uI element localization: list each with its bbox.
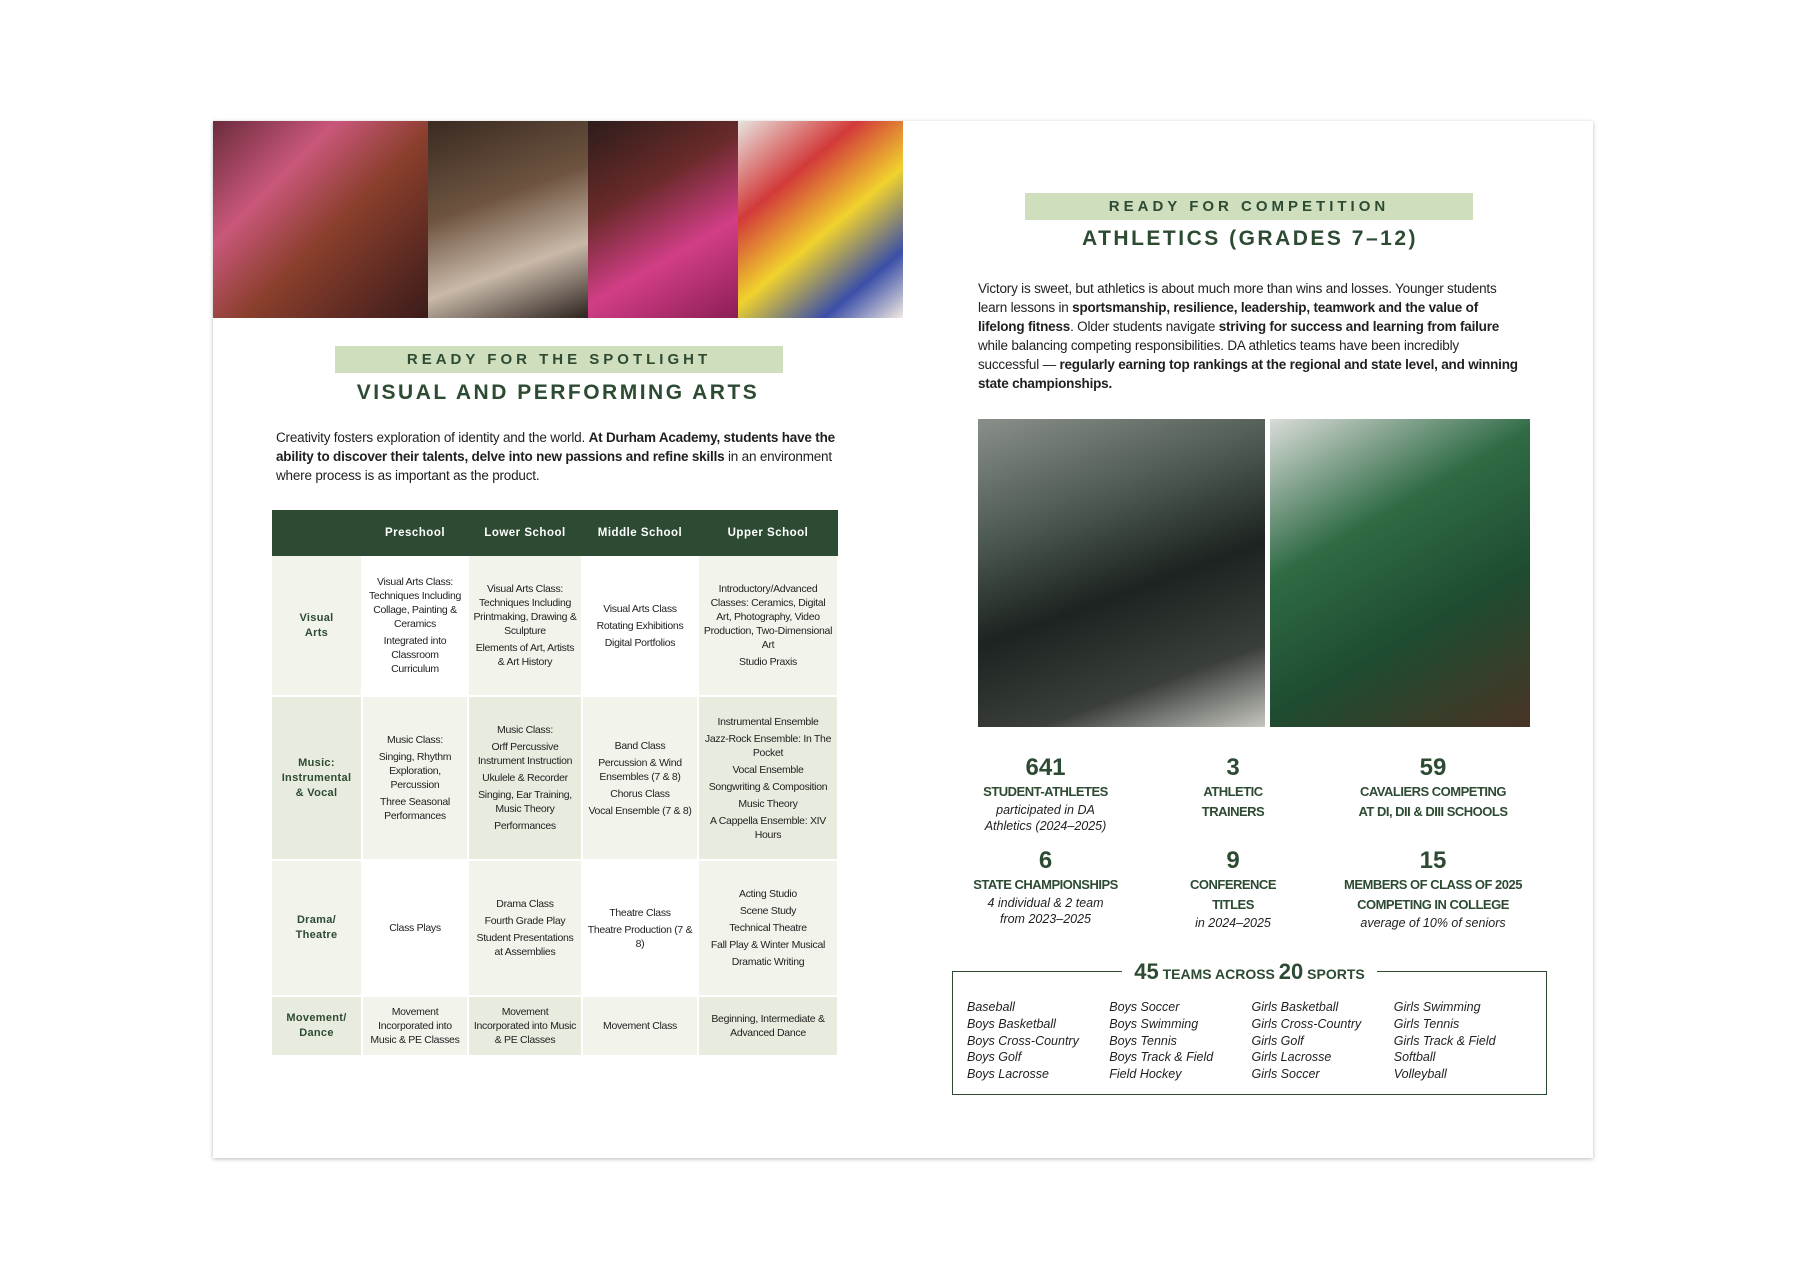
team-name: Boys Lacrosse [967, 1067, 1049, 1082]
team-name: Boys Cross-Country [967, 1033, 1079, 1048]
row-label-line: Visual [299, 611, 334, 624]
cell-line: Fourth Grade Play [484, 915, 566, 927]
row-label-line: Movement/ [286, 1012, 347, 1024]
cell-line: Movement Class [603, 1020, 677, 1032]
stat-label: TITLES [1212, 897, 1254, 912]
cell-line: Percussion & Wind Ensembles (7 & 8) [598, 756, 682, 783]
stat-subtext: participated in DA [996, 803, 1095, 817]
cell-line: Vocal Ensemble (7 & 8) [588, 804, 692, 817]
stat-number: 59 [1419, 754, 1447, 781]
row-label [272, 556, 362, 696]
athletics-heading: ATHLETICS (GRADES 7–12) [1082, 227, 1418, 250]
table-header-cell: Upper School [698, 510, 838, 556]
spotlight-band: READY FOR THE SPOTLIGHT [335, 346, 783, 373]
cell-line: Movement Incorporated into Music & PE Classes [473, 1006, 577, 1046]
team-name: Girls Soccer [1251, 1067, 1320, 1082]
cell-line: Rotating Exhibitions [596, 619, 684, 632]
cell-line: Integrated into Classroom Curriculum [383, 635, 447, 675]
table-cell [362, 556, 468, 696]
teams-column [1394, 999, 1536, 1083]
stat-block [958, 754, 1133, 834]
cell-line: Technical Theatre [729, 922, 807, 934]
table-cell [362, 696, 468, 860]
stat-label: STUDENT-ATHLETES [983, 784, 1108, 799]
row-label [272, 860, 362, 996]
row-label-line: Music: [298, 756, 335, 769]
table-row [272, 996, 838, 1056]
brochure-spread [213, 121, 1593, 1158]
athletics-intro-text: while balancing competing responsibilities. DA athletics teams have been incredibly successful — [978, 338, 1459, 372]
row-label-line: Theatre [295, 929, 338, 941]
team-huddle-photo [1270, 419, 1530, 727]
table-header-cell: Preschool [362, 510, 468, 556]
arts-intro [276, 428, 836, 485]
cell-line: Studio Praxis [739, 656, 797, 668]
team-name: Boys Basketball [967, 1016, 1056, 1031]
cell-line: Theatre Production (7 & 8) [587, 923, 693, 950]
competition-band: READY FOR COMPETITION [1025, 193, 1473, 220]
cell-line: Vocal Ensemble [732, 763, 804, 776]
table-header-cell: Middle School [582, 510, 698, 556]
row-label [272, 696, 362, 860]
cell-line: Theatre Class [609, 906, 671, 919]
cell-line: Singing, Rhythm Exploration, Percussion [378, 751, 452, 791]
left-page [213, 121, 903, 1158]
team-name: Girls Lacrosse [1251, 1050, 1332, 1065]
stat-subtext: Athletics (2024–2025) [984, 819, 1107, 833]
stat-number: 15 [1419, 847, 1447, 874]
teams-list [967, 999, 1536, 1083]
row-label [272, 996, 362, 1056]
teams-column [1109, 999, 1251, 1083]
arts-intro-bold: At Durham Academy, students have the ability to discover their talents, delve into new passions and refine skills [276, 430, 835, 464]
table-cell [468, 860, 582, 996]
table-cell [468, 996, 582, 1056]
table-cell [698, 860, 838, 996]
sports-word: SPORTS [1307, 966, 1365, 982]
team-name: Field Hockey [1109, 1067, 1182, 1082]
team-name: Boys Soccer [1109, 1000, 1180, 1014]
team-name: Girls Golf [1251, 1033, 1304, 1048]
cell-line: Class Plays [389, 922, 441, 934]
cell-line: Digital Portfolios [604, 636, 676, 649]
cell-line: Music Class: [387, 734, 443, 746]
stat-number: 6 [1038, 847, 1053, 874]
stat-block [958, 847, 1133, 927]
cell-line: Student Presentations at Assemblies [476, 932, 574, 958]
stat-subtext: from 2023–2025 [999, 912, 1092, 926]
team-name: Boys Tennis [1109, 1033, 1177, 1048]
stat-label: CONFERENCE [1189, 877, 1276, 892]
cell-line: Chorus Class [610, 787, 670, 800]
table-cell [582, 860, 698, 996]
performing-arts-photo-strip [213, 121, 903, 318]
cell-line: Scene Study [739, 905, 797, 917]
team-name: Boys Track & Field [1109, 1050, 1214, 1065]
cell-line: Beginning, Intermediate & Advanced Dance [711, 1013, 825, 1039]
stat-label: TRAINERS [1201, 804, 1265, 819]
team-name: Boys Golf [967, 1050, 1022, 1065]
teams-column [967, 999, 1109, 1083]
cell-line: Three Seasonal Performances [380, 796, 450, 822]
athletics-intro-text: Victory is sweet, but athletics is about much more than wins and losses. Younger students learn lessons in [978, 281, 1497, 315]
cell-line: A Cappella Ensemble: XIV Hours [710, 814, 826, 841]
cell-line: Visual Arts Class: Techniques Including Printmaking, Drawing & Sculpture [473, 583, 577, 637]
row-label-line: Dance [299, 1027, 334, 1039]
stat-label: ATHLETIC [1203, 784, 1263, 799]
team-name: Girls Tennis [1393, 1016, 1460, 1031]
row-label-line: Drama/ [296, 914, 337, 926]
teams-word: TEAMS ACROSS [1162, 966, 1275, 982]
choir-photo [428, 121, 588, 318]
athletics-intro-text: . Older students navigate [1070, 319, 1219, 334]
table-header-row [272, 510, 838, 556]
teams-column [1252, 999, 1394, 1083]
cell-line: Visual Arts Class [603, 602, 677, 615]
young-performers-photo [738, 121, 903, 318]
arts-program-table [272, 510, 839, 1057]
cell-line: Elements of Art, Artists & Art History [475, 642, 575, 668]
stat-label: CAVALIERS COMPETING [1359, 784, 1507, 799]
table-cell [362, 996, 468, 1056]
row-label-line: Instrumental [281, 771, 352, 784]
stat-label: AT DI, DII & DIII SCHOOLS [1358, 804, 1508, 819]
table-header-cell: Lower School [468, 510, 582, 556]
table-cell [698, 556, 838, 696]
stat-subtext: 4 individual & 2 team [987, 896, 1104, 910]
row-label-line: Arts [304, 626, 329, 639]
table-header-cell [272, 510, 362, 556]
table-cell [582, 696, 698, 860]
musical-cast-photo [213, 121, 428, 318]
cell-line: Orff Percussive Instrument Instruction [477, 741, 573, 767]
arts-heading: VISUAL AND PERFORMING ARTS [356, 381, 760, 404]
table-row [272, 696, 838, 860]
sports-count: 20 [1278, 959, 1304, 984]
cell-line: Performances [494, 820, 556, 832]
table-cell [582, 996, 698, 1056]
cell-line: Band Class [614, 739, 666, 752]
cell-line: Drama Class [496, 898, 554, 910]
stat-block [1333, 754, 1533, 822]
arts-intro-end: in an environment where process is as important as the product. [276, 449, 832, 483]
stat-number: 3 [1226, 754, 1240, 781]
table-cell [468, 696, 582, 860]
stat-number: 641 [1025, 754, 1066, 781]
row-label-line: & Vocal [295, 786, 338, 799]
cell-line: Ukulele & Recorder [482, 772, 568, 784]
cell-line: Dramatic Writing [731, 956, 805, 968]
team-name: Girls Swimming [1393, 1000, 1481, 1014]
team-name: Volleyball [1393, 1067, 1447, 1082]
stat-block [1313, 847, 1553, 931]
cell-line: Visual Arts Class: Techniques Including Collage, Painting & Ceramics [368, 576, 462, 630]
cell-line: Music Class: [497, 724, 553, 736]
stat-block [1168, 754, 1298, 822]
stat-subtext: in 2024–2025 [1195, 916, 1271, 930]
table-row [272, 556, 838, 696]
athletics-intro-bold: regularly earning top rankings at the regional and state level, and winning state championships. [978, 357, 1518, 391]
table-row [272, 860, 838, 996]
cell-line: Instrumental Ensemble [717, 715, 819, 728]
stat-number: 9 [1226, 847, 1240, 874]
teams-box [952, 959, 1547, 1095]
cell-line: Acting Studio [739, 888, 797, 900]
volleyball-team-photo [978, 419, 1265, 727]
cell-line: Introductory/Advanced Classes: Ceramics, Digital Art, Photography, Video Production, Two-Dimensional Art [703, 583, 833, 651]
table-cell [698, 996, 838, 1056]
cell-line: Singing, Ear Training, Music Theory [478, 789, 572, 815]
cell-line: Music Theory [738, 797, 798, 810]
athletics-intro-bold: striving for success and learning from failure [1218, 319, 1500, 334]
table-cell [362, 860, 468, 996]
table-cell [582, 556, 698, 696]
cell-line: Movement Incorporated into Music & PE Classes [370, 1006, 460, 1046]
cell-line: Songwriting & Composition [708, 780, 828, 793]
table-cell [468, 556, 582, 696]
team-name: Boys Swimming [1109, 1016, 1199, 1031]
costumed-students-photo [588, 121, 738, 318]
team-name: Baseball [967, 1000, 1015, 1014]
teams-title [953, 959, 1546, 985]
team-name: Softball [1393, 1050, 1436, 1065]
arts-intro-plain: Creativity fosters exploration of identity and the world. [276, 430, 589, 445]
cell-line: Jazz-Rock Ensemble: In The Pocket [704, 732, 832, 759]
stat-block [1168, 847, 1298, 931]
stat-label: STATE CHAMPIONSHIPS [973, 877, 1118, 892]
table-cell [698, 696, 838, 860]
team-name: Girls Cross-Country [1251, 1016, 1362, 1031]
athletics-intro-bold: sportsmanship, resilience, leadership, teamwork and the value of lifelong fitness [978, 300, 1478, 334]
team-name: Girls Basketball [1251, 1000, 1339, 1014]
athletics-intro [978, 279, 1523, 393]
stat-label: COMPETING IN COLLEGE [1357, 897, 1509, 912]
teams-count: 45 [1134, 959, 1159, 984]
stat-subtext: average of 10% of seniors [1360, 916, 1506, 930]
stat-label: MEMBERS OF CLASS OF 2025 [1344, 877, 1522, 892]
cell-line: Fall Play & Winter Musical [710, 939, 826, 951]
team-name: Girls Track & Field [1393, 1033, 1496, 1048]
